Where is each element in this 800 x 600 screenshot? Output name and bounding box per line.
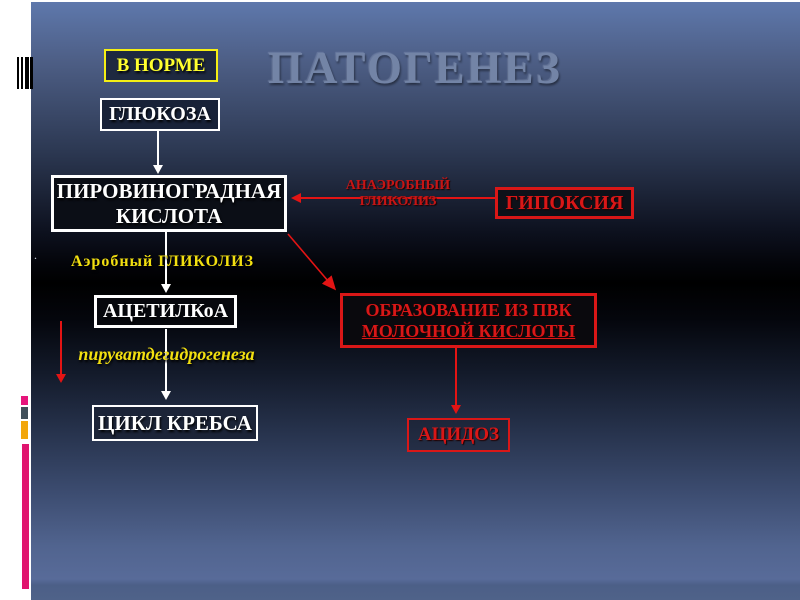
node-glucose-label: ГЛЮКОЗА [109,103,211,125]
node-acetyl-coa [94,295,237,328]
arrow-shaft [60,321,62,374]
node-krebs-cycle [92,405,258,441]
label-anaerobic-line2: ГЛИКОЛИЗ [359,194,437,209]
node-lactate-formation-line2: МОЛОЧНОЙ КИСЛОТЫ [361,320,576,341]
arrow-shaft [455,348,457,405]
label-anaerobic-line1: АНАЭРОБНЫЙ [345,178,451,193]
label-anaerobic-glycolysis [327,178,469,210]
slide-title: ПАТОГЕНЕЗ [268,43,562,93]
node-acidosis-label: АЦИДОЗ [417,424,500,446]
barcode-icon [17,57,33,89]
arrow-shaft [157,131,159,165]
deco-chip-magenta [21,396,28,405]
node-pyruvic-acid [51,175,287,232]
deco-chip-teal [21,407,28,419]
node-v-norme-label: В НОРМЕ [116,54,206,76]
node-pyruvic-line1: ПИРОВИНОГРАДНАЯ [56,179,282,204]
node-pyruvic-line2: КИСЛОТА [115,203,223,228]
node-krebs-cycle-label: ЦИКЛ КРЕБСА [98,410,252,435]
barcode-bar [30,57,33,89]
node-v-norme [104,49,218,82]
arrow-glucose-to-pyruvate [153,131,163,174]
node-hypoxia [495,187,634,219]
stray-mark: . [34,248,37,262]
label-aerobic-glycolysis: Аэробный ГЛИКОЛИЗ [70,253,255,270]
deco-bar-magenta [22,444,29,589]
arrowhead-down-icon [451,405,461,414]
arrowhead-down-icon [161,284,171,293]
arrowhead-down-icon [56,374,66,383]
node-lactate-formation [340,293,597,348]
barcode-bar [17,57,19,89]
deco-chip-orange [21,421,28,439]
arrowhead-left-icon [291,193,301,203]
arrow-lactate-to-acidosis [451,348,461,414]
label-pyruvate-dehydrogenase: пируватдегидрогенеза [78,344,255,364]
node-acidosis [407,418,510,452]
node-hypoxia-label: ГИПОКСИЯ [505,191,624,214]
barcode-bar [25,57,29,89]
node-lactate-formation-line1: ОБРАЗОВАНИЕ ИЗ ПВК [365,299,572,320]
arrowhead-down-icon [153,165,163,174]
barcode-bar [21,57,23,89]
node-glucose [100,98,220,131]
arrowhead-down-icon [161,391,171,400]
node-acetyl-coa-label: АЦЕТИЛКоА [102,300,229,322]
arrow-pyruvate-to-lactate [283,230,345,296]
